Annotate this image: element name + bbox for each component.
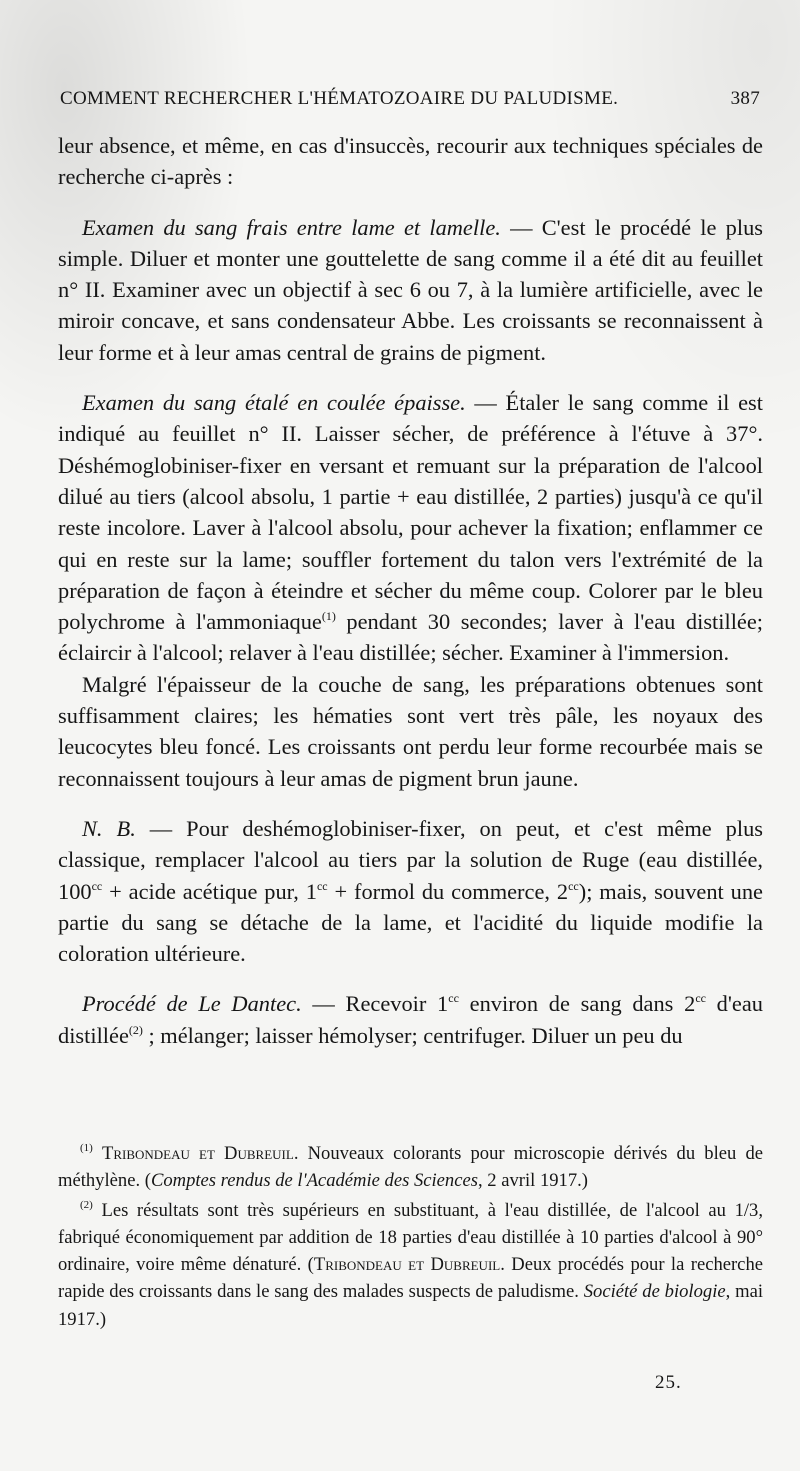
footnote-2-authors: Tribondeau et Dubreuil.: [313, 1254, 505, 1276]
running-head-title: COMMENT RECHERCHER L'HÉMATOZOAIRE DU PALUDISME.: [60, 88, 619, 109]
body-text: [58, 130, 763, 1051]
paragraph-malgre: Malgré l'épaisseur de la couche de sang, les préparations obtenues sont suffisamment claires; les hématies sont vert très pâle, les noyaux des leucocytes bleu foncé. Les croissants ont perdu leur forme recourbée mais se reconnaissent toujours à leur amas de pigment brun jaune.: [58, 671, 763, 791]
footnote-1-source: Comptes rendus de l'Académie des Sciences: [150, 1170, 478, 1192]
section-lead-sang-frais: Examen du sang frais entre lame et lamelle.: [82, 214, 501, 240]
paragraph-le-dantec: Procédé de Le Dantec. — Recevoir $1^{cc}$ environ de sang dans $2^{cc}$ d'eau distillée$^{(2)}$ ; mélanger; laisser hémolyser; centrifuger. Diluer un peu du: [58, 991, 763, 1048]
section-lead-le-dantec: Procédé de Le Dantec.: [82, 991, 302, 1017]
nota-bene-label: N. B.: [82, 815, 136, 841]
paragraph-continuation: leur absence, et même, en cas d'insuccès, recourir aux techniques spéciales de recherche ci-après :: [58, 133, 763, 190]
footnotes: [58, 1140, 763, 1333]
paragraph-examen-coulee-epaisse: Examen du sang étalé en coulée épaisse. — Étaler le sang comme il est indiqué au feuillet n° II. Laisser sécher, de préférence à l'étuve à 37°. Déshémoglobiniser-fixer en versant et remuant sur la préparation de l'alcool dilué au tiers (alcool absolu, 1 partie + eau distillée, 2 parties) jusqu'à ce qu'il reste incolore. Laver à l'alcool absolu, pour achever la fixation; enflammer ce qui en reste sur la lame; souffler fortement du talon vers l'extrémité de la préparation de façon à éteindre et sécher du même coup. Colorer par le bleu polychrome à l'ammoniaque$^{(1)}$ pendant 30 secondes; laver à l'eau distillée; éclaircir à l'alcool; relaver à l'eau distillée; sécher. Examiner à l'immersion.: [58, 390, 764, 666]
footnote-2-source: Société de biologie: [583, 1281, 726, 1303]
paragraph-examen-sang-frais: Examen du sang frais entre lame et lamelle. — C'est le procédé le plus simple. Diluer et monter une gouttelette de sang comme il a été dit au feuillet n° II. Examiner avec un objectif à sec 6 ou 7, à la lumière artificielle, avec le miroir concave, et sans condensateur Abbe. Les croissants se reconnaissent à leur forme et à leur amas central de grains de pigment.: [58, 214, 763, 365]
paragraph-nota-bene: N. B. — Pour deshémoglobiniser-fixer, on peut, et c'est même plus classique, remplacer l'alcool au tiers par la solution de Ruge (eau distillée, $100^{cc}$ + acide acétique pur, $1^{cc}$ + formol du commerce, $2^{cc}$); mais, souvent une partie du sang se détache de la lame, et l'acidité du liquide modifie la coloration ultérieure.: [58, 815, 764, 967]
running-head: [60, 88, 760, 110]
footnote-ref-1: (1): [321, 609, 336, 624]
footnote-ref-2: (2): [128, 1022, 143, 1037]
signature-mark: 25.: [655, 1372, 682, 1393]
footnote-2: $^{(2)}$ Les résultats sont très supérieurs en substituant, à l'eau distillée, de l'alcool au 1/3, fabriqué économiquement par addition de 18 parties d'eau distillée à 10 parties d'alcool à 90° ordinaire, voire même dénaturé. (Tribondeau et Dubreuil. Deux procédés pour la recherche rapide des croissants dans le sang des malades suspects de paludisme. Société de biologie, mai 1917.): [58, 1198, 763, 1330]
page-number: 387: [730, 88, 760, 109]
section-lead-coulee-epaisse: Examen du sang étalé en coulée épaisse.: [82, 390, 466, 416]
footnote-1-authors: Tribondeau et Dubreuil.: [101, 1143, 299, 1164]
footnote-1: $^{(1)}$ Tribondeau et Dubreuil. Nouveaux colorants pour microscopie dérivés du bleu de méthylène. (Comptes rendus de l'Académie des Sciences, 2 avril 1917.): [58, 1142, 763, 1192]
